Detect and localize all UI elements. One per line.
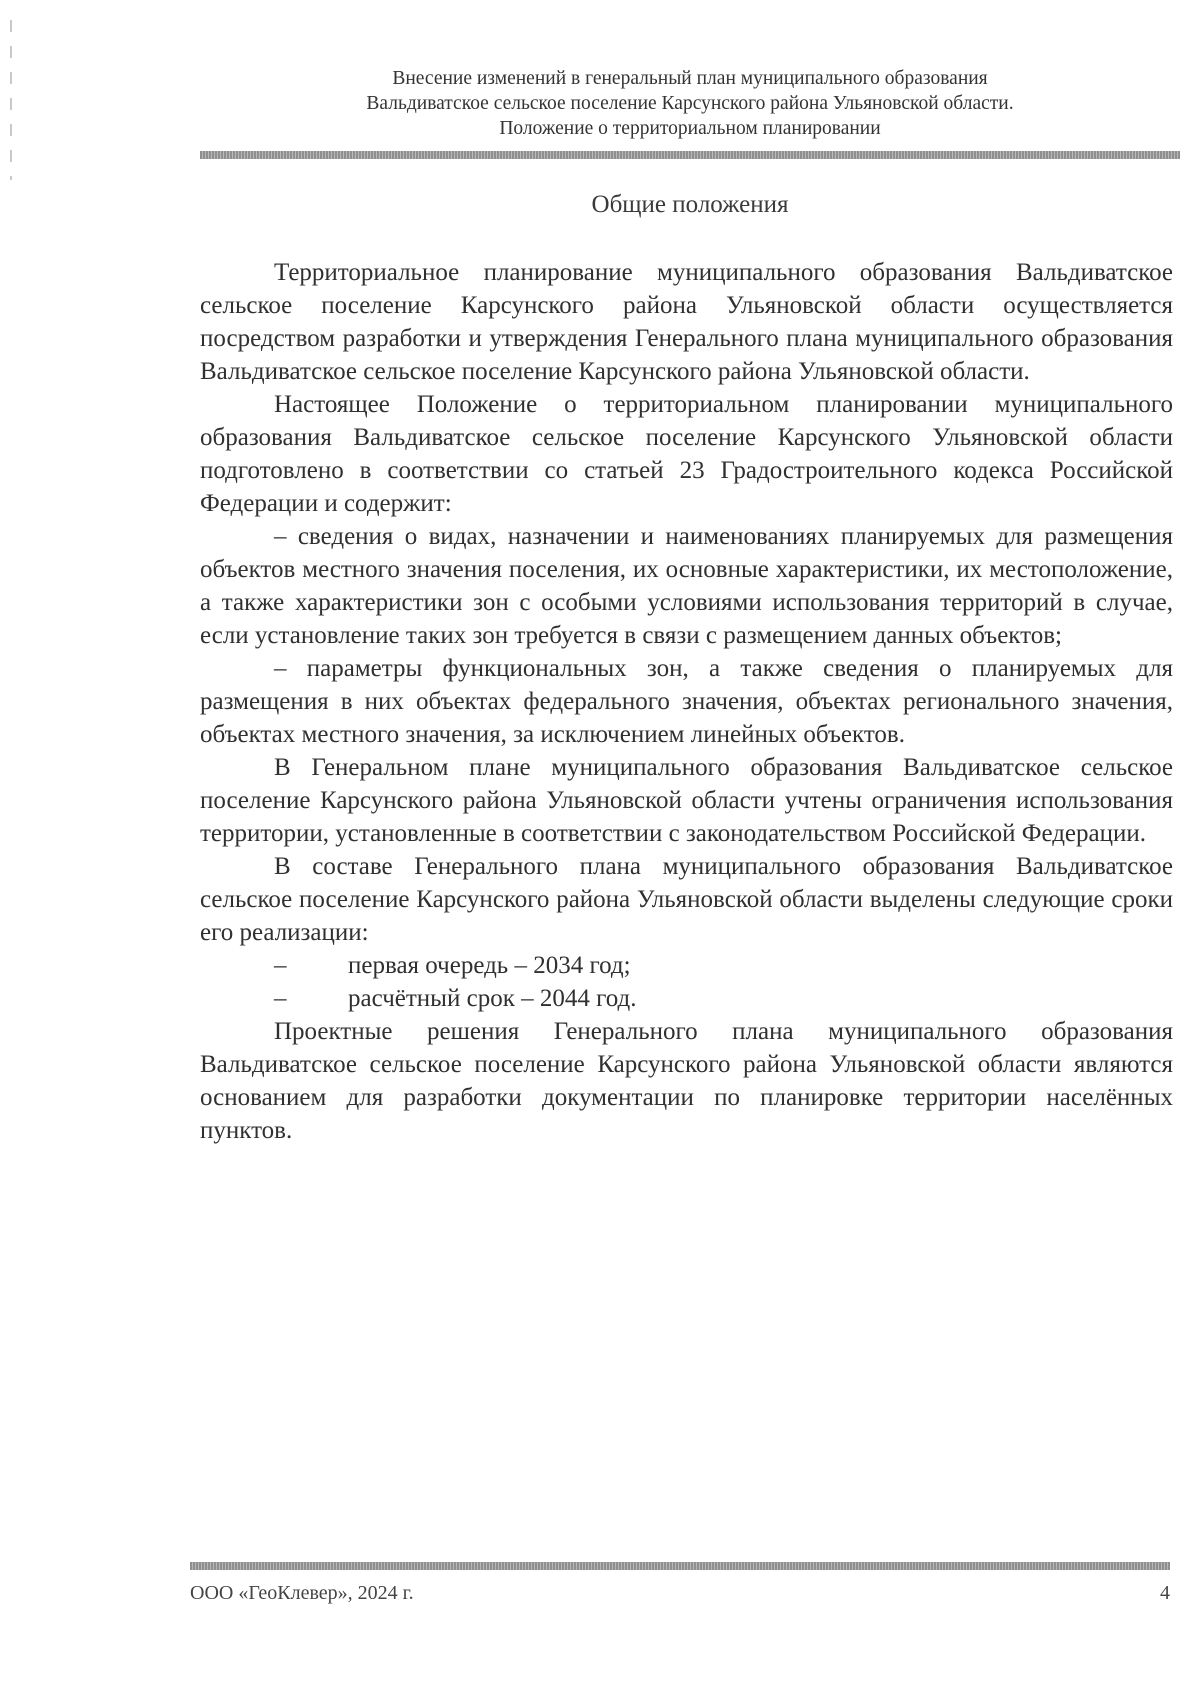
page-number: 4: [1160, 1582, 1170, 1604]
paragraph: Проектные решения Генерального плана муниципального образования Вальдиватское сельское поселение Карсунского района Ульяновской области являются основанием для разработки документации по планировке территории населённых пунктов.: [200, 1018, 1173, 1144]
document-body: [200, 256, 1173, 1147]
running-header: [200, 66, 1180, 141]
dash-marker: –: [274, 952, 287, 979]
section-title: Общие положения: [591, 191, 789, 218]
list-paragraph: – параметры функциональных зон, а также сведения о планируемых для размещения в них объектах федерального значения, объектах регионального значения, объектах местного значения, за исключением линейных объектов.: [200, 655, 1173, 748]
list-item: [200, 982, 1173, 1015]
term-text: расчётный срок – 2044 год.: [348, 985, 637, 1012]
footer-rule: [190, 1562, 1170, 1570]
dash-marker: –: [274, 985, 287, 1012]
header-line-2: Вальдиватское сельское поселение Карсунского района Ульяновской области.: [366, 93, 1014, 114]
list-item: [200, 949, 1173, 982]
paragraph: Настоящее Положение о территориальном планировании муниципального образования Вальдиватское сельское поселение Карсунского Ульяновской области подготовлено в соответствии со статьей 23 Градостроительного кодекса Российской Федерации и содержит:: [200, 391, 1173, 517]
list-paragraph: – сведения о видах, назначении и наименованиях планируемых для размещения объектов местного значения поселения, их основные характеристики, их местоположение, а также характеристики зон с особыми условиями использования территорий в случае, если установление таких зон требуется в связи с размещением данных объектов;: [200, 523, 1173, 649]
footer-organization: ООО «ГеоКлевер», 2024 г.: [190, 1582, 414, 1604]
paragraph: В Генеральном плане муниципального образования Вальдиватское сельское поселение Карсунского района Ульяновской области учтены ограничения использования территории, установленные в соответствии с законодательством Российской Федерации.: [200, 754, 1173, 847]
header-line-3: Положение о территориальном планировании: [499, 118, 881, 139]
paragraph: Территориальное планирование муниципального образования Вальдиватское сельское поселение Карсунского района Ульяновской области осуществляется посредством разработки и утверждения Генерального плана муниципального образования Вальдиватское сельское поселение Карсунского района Ульяновской области.: [200, 259, 1173, 385]
term-text: первая очередь – 2034 год;: [348, 952, 631, 979]
header-line-1: Внесение изменений в генеральный план муниципального образования: [392, 68, 988, 89]
paragraph: В составе Генерального плана муниципального образования Вальдиватское сельское поселение Карсунского района Ульяновской области выделены следующие сроки его реализации:: [200, 853, 1173, 946]
scan-edge-marks: [10, 20, 12, 180]
header-rule: [200, 151, 1180, 159]
